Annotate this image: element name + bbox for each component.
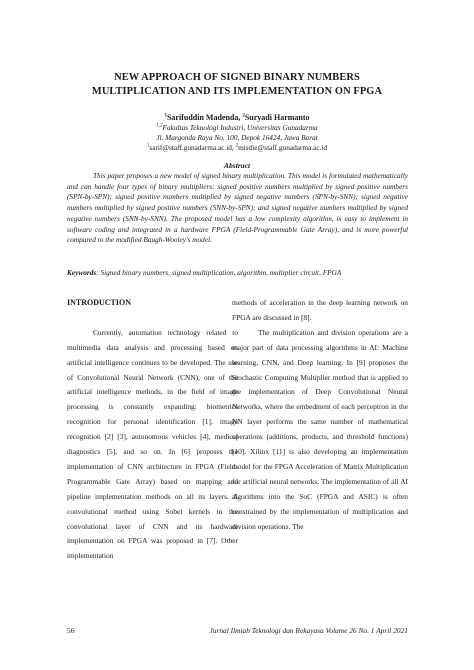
affiliation-line-1 bbox=[40, 123, 434, 133]
section-heading-introduction: INTRODUCTION bbox=[67, 298, 132, 307]
affiliation bbox=[40, 123, 434, 143]
affiliation-institution: Fakultas Teknologi Industri, Universitas Gunadarma bbox=[162, 123, 318, 132]
abstract-heading: Abstract bbox=[223, 161, 251, 170]
title-line-2: MULTIPLICATION AND ITS IMPLEMENTATION ON FPGA bbox=[91, 86, 383, 97]
right-column bbox=[232, 296, 408, 535]
intro-paragraph-2-text: The multiplication and division operations are a major part of data processing algorithms in AI: Machine learning, CNN, and Deep learning. In [9] proposes the Stochastic Computing Multiplier method that is applied to the implementation of Deep Convolutional Neural Networks, where the embedment of each perceptron in the NN layer performs the same number of mathematical operations (additions, products, and threshold functions) [10]. Xilinx [11] is also developing an implementation model for the FPGA Acceleration of Matrix Multiplication for artificial neural networks. The implementation of all AI algorithms into the SoC (FPGA and ASIC) is often constrained by the implementation of multiplication and division operations. The bbox=[232, 327, 408, 531]
intro-paragraph-1-text: Currently, automation technology related to multimedia data analysis and processing based on artificial intelligence continues to be developed. The use of Convolutional Neural Network (CNN), one of the artificial intelligence methods, in the field of image processing is constantly expanding: biometrics recognition for personal identification [1], image recognition [2] [3], autonomous vehicles [4], medical diagnostics [5], and so on. In [6] proposes the implementation of CNN architecture in FPGA (Field-Programmable Gate Array) based on mapping and pipeline implementation methods on all its layers. A convolutional method using Sobel kernels in the convolutional layer of CNN and its hardware implementation on FPGA was proposed in [7]. Other implementation bbox=[67, 327, 238, 561]
affiliation-address: Jl. Margonda Raya No. 100, Depok 16424, Jawa Barat bbox=[156, 133, 318, 142]
keywords-text: : Signed binary numbers, signed multiplication, algorithm, multiplier circuit, FPGA bbox=[96, 268, 342, 277]
journal-footer: Jurnal Ilmiah Teknologi dan Rekayasa Volume 26 No. 1 April 2021 bbox=[209, 626, 408, 635]
author-2-superscript: 2 bbox=[242, 113, 245, 119]
abstract-body bbox=[67, 171, 408, 246]
email-2-superscript: 2 bbox=[235, 143, 239, 149]
author-1-superscript: 1 bbox=[164, 113, 167, 119]
affiliation-superscript: 1,2 bbox=[156, 123, 163, 129]
intro-paragraph-2 bbox=[232, 326, 408, 535]
left-column bbox=[67, 296, 238, 564]
page-number: 56 bbox=[67, 626, 75, 635]
paper-title bbox=[40, 71, 434, 99]
title-line-1: NEW APPROACH OF SIGNED BINARY NUMBERS bbox=[114, 72, 360, 83]
intro-paragraph-continuation: methods of acceleration in the deep learning network on FPGA are discussed in [8]. bbox=[232, 298, 408, 322]
abstract-text: This paper proposes a new model of signed binary multiplication. This model is formulated mathematically and can handle four types of binary multipliers: signed positive numbers multiplied by signed positive numbers (SPN-by-SPN); signed positive numbers multiplied by signed negative numbers (SPN-by-SNN); signed negative numbers multiplied by signed positive numbers (SNN-by-SPN); and signed negative numbers multiplied by signed negative numbers (SNN-by-SNN). The proposed model has a low complexity algorithm, is easy to implement in software coding and integrated in a hardware FPGA (Field-Programmable Gate Array), and is more powerful compared to the modified Baugh-Wooley's model. bbox=[67, 171, 408, 245]
heading-spacer bbox=[67, 311, 238, 326]
keywords-label: Keywords bbox=[67, 268, 97, 277]
author-emails bbox=[40, 143, 434, 153]
email-1-superscript: 1 bbox=[146, 143, 150, 149]
email-2: misdie@staff.gunadarma.ac.id bbox=[238, 143, 328, 152]
keywords bbox=[67, 268, 408, 278]
author-1-name: Sarifuddin Madenda, bbox=[166, 113, 243, 122]
author-list bbox=[40, 113, 434, 123]
email-1: sarif@staff.gunadarma.ac.id, bbox=[149, 143, 236, 152]
intro-paragraph-1 bbox=[67, 326, 238, 565]
author-2-name: Suryadi Harmanto bbox=[244, 113, 310, 122]
